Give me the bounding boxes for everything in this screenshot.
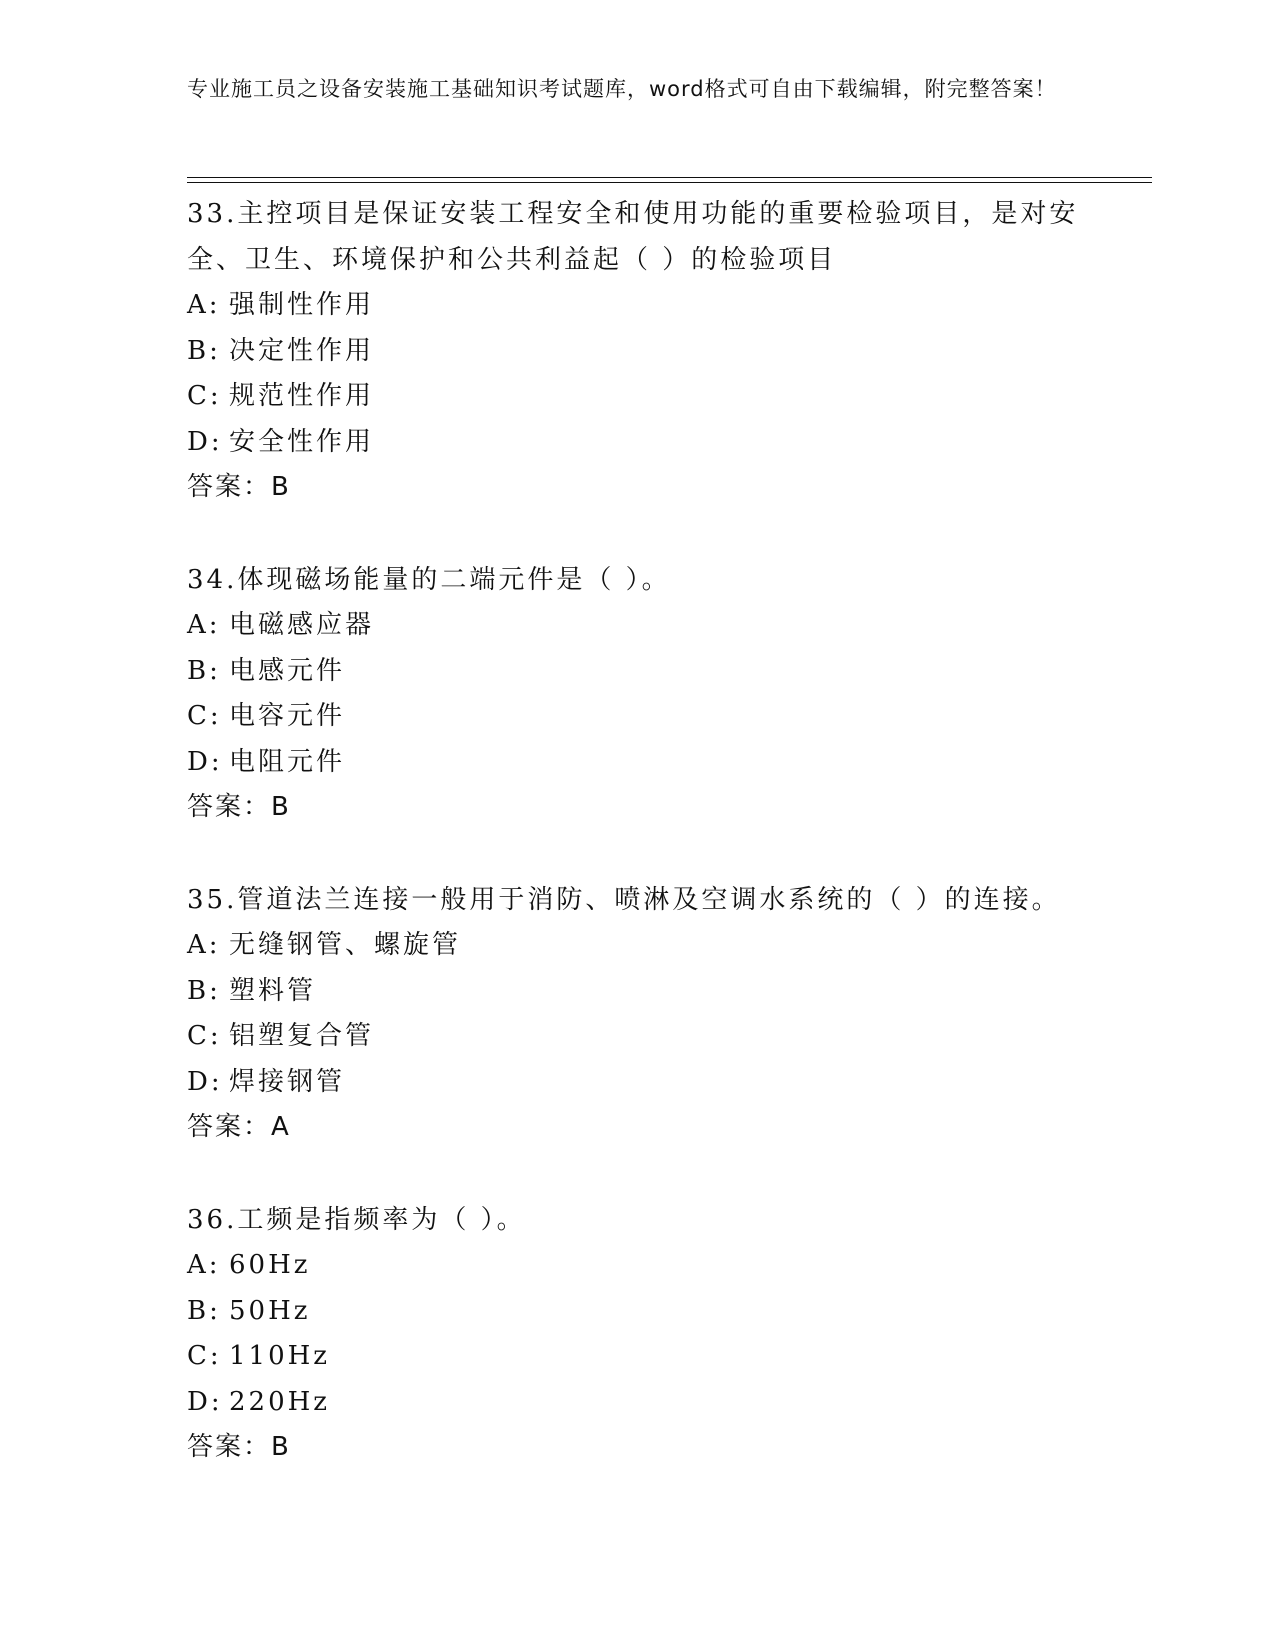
option-letter: C: [187, 1021, 222, 1051]
option-letter: B: [187, 1295, 221, 1326]
question-stem [187, 192, 1087, 283]
option-b [187, 1289, 1087, 1335]
document-header: 专业施工员之设备安装施工基础知识考试题库，word格式可自由下载编辑，附完整答案！ [187, 77, 1057, 101]
question-33 [187, 192, 1087, 511]
option-letter: D: [187, 426, 223, 457]
option-letter: C: [187, 381, 222, 411]
option-a [187, 283, 1087, 329]
option-text: 电阻元件 [229, 746, 346, 777]
option-text: 塑料管 [229, 975, 317, 1006]
question-stem [187, 558, 1087, 604]
header-divider-bottom [187, 182, 1152, 183]
question-36 [187, 1198, 1087, 1471]
question-text: 工频是指频率为（ ）。 [237, 1204, 526, 1235]
option-a [187, 1243, 1087, 1289]
option-letter: A: [187, 290, 221, 320]
question-text: 主控项目是保证安装工程安全和使用功能的重要检验项目，是对安全、卫生、环境保护和公共利益起（ ）的检验项目 [187, 199, 1079, 275]
question-stem [187, 878, 1087, 924]
option-letter: D: [187, 746, 223, 777]
question-list [187, 192, 1087, 1518]
question-number: 35. [187, 884, 238, 915]
option-letter: A: [187, 930, 221, 960]
option-text: 决定性作用 [229, 335, 375, 366]
option-a [187, 923, 1087, 969]
answer-line: 答案：A [187, 1112, 291, 1142]
header-divider-top [187, 177, 1152, 178]
question-34 [187, 558, 1087, 831]
option-text: 220Hz [229, 1386, 330, 1417]
question-stem [187, 1198, 1087, 1244]
option-letter: D: [187, 1386, 223, 1417]
option-text: 电容元件 [229, 701, 346, 731]
option-letter: D: [187, 1066, 223, 1097]
option-b [187, 969, 1087, 1015]
option-text: 电磁感应器 [229, 610, 375, 640]
option-letter: B: [187, 975, 221, 1006]
answer-line: 答案：B [187, 1432, 291, 1462]
option-text: 强制性作用 [229, 290, 375, 320]
question-number: 34. [187, 564, 238, 595]
question-text: 体现磁场能量的二端元件是（ ）。 [237, 564, 671, 595]
question-35 [187, 878, 1087, 1151]
option-text: 60Hz [229, 1250, 311, 1280]
option-letter: B: [187, 655, 221, 686]
option-letter: C: [187, 701, 222, 731]
option-b [187, 649, 1087, 695]
option-d [187, 740, 1087, 786]
option-text: 50Hz [229, 1295, 311, 1326]
option-d [187, 1380, 1087, 1426]
option-text: 焊接钢管 [229, 1066, 346, 1097]
option-c [187, 1014, 1087, 1060]
option-c [187, 1334, 1087, 1380]
option-text: 110Hz [229, 1341, 330, 1371]
option-text: 安全性作用 [229, 426, 375, 457]
option-c [187, 374, 1087, 420]
option-letter: B: [187, 335, 221, 366]
option-text: 铝塑复合管 [229, 1021, 375, 1051]
option-letter: A: [187, 610, 221, 640]
answer-line: 答案：B [187, 472, 291, 502]
option-text: 电感元件 [229, 655, 346, 686]
answer-line: 答案：B [187, 792, 291, 822]
option-text: 规范性作用 [229, 381, 375, 411]
option-d [187, 1060, 1087, 1106]
document-page [187, 0, 1152, 1650]
option-letter: C: [187, 1341, 222, 1371]
option-text: 无缝钢管、螺旋管 [229, 930, 462, 960]
option-b [187, 329, 1087, 375]
question-text: 管道法兰连接一般用于消防、喷淋及空调水系统的（ ）的连接。 [237, 884, 1061, 915]
option-c [187, 694, 1087, 740]
option-letter: A: [187, 1250, 221, 1280]
option-d [187, 420, 1087, 466]
option-a [187, 603, 1087, 649]
question-number: 36. [187, 1204, 238, 1235]
question-number: 33. [187, 199, 238, 229]
